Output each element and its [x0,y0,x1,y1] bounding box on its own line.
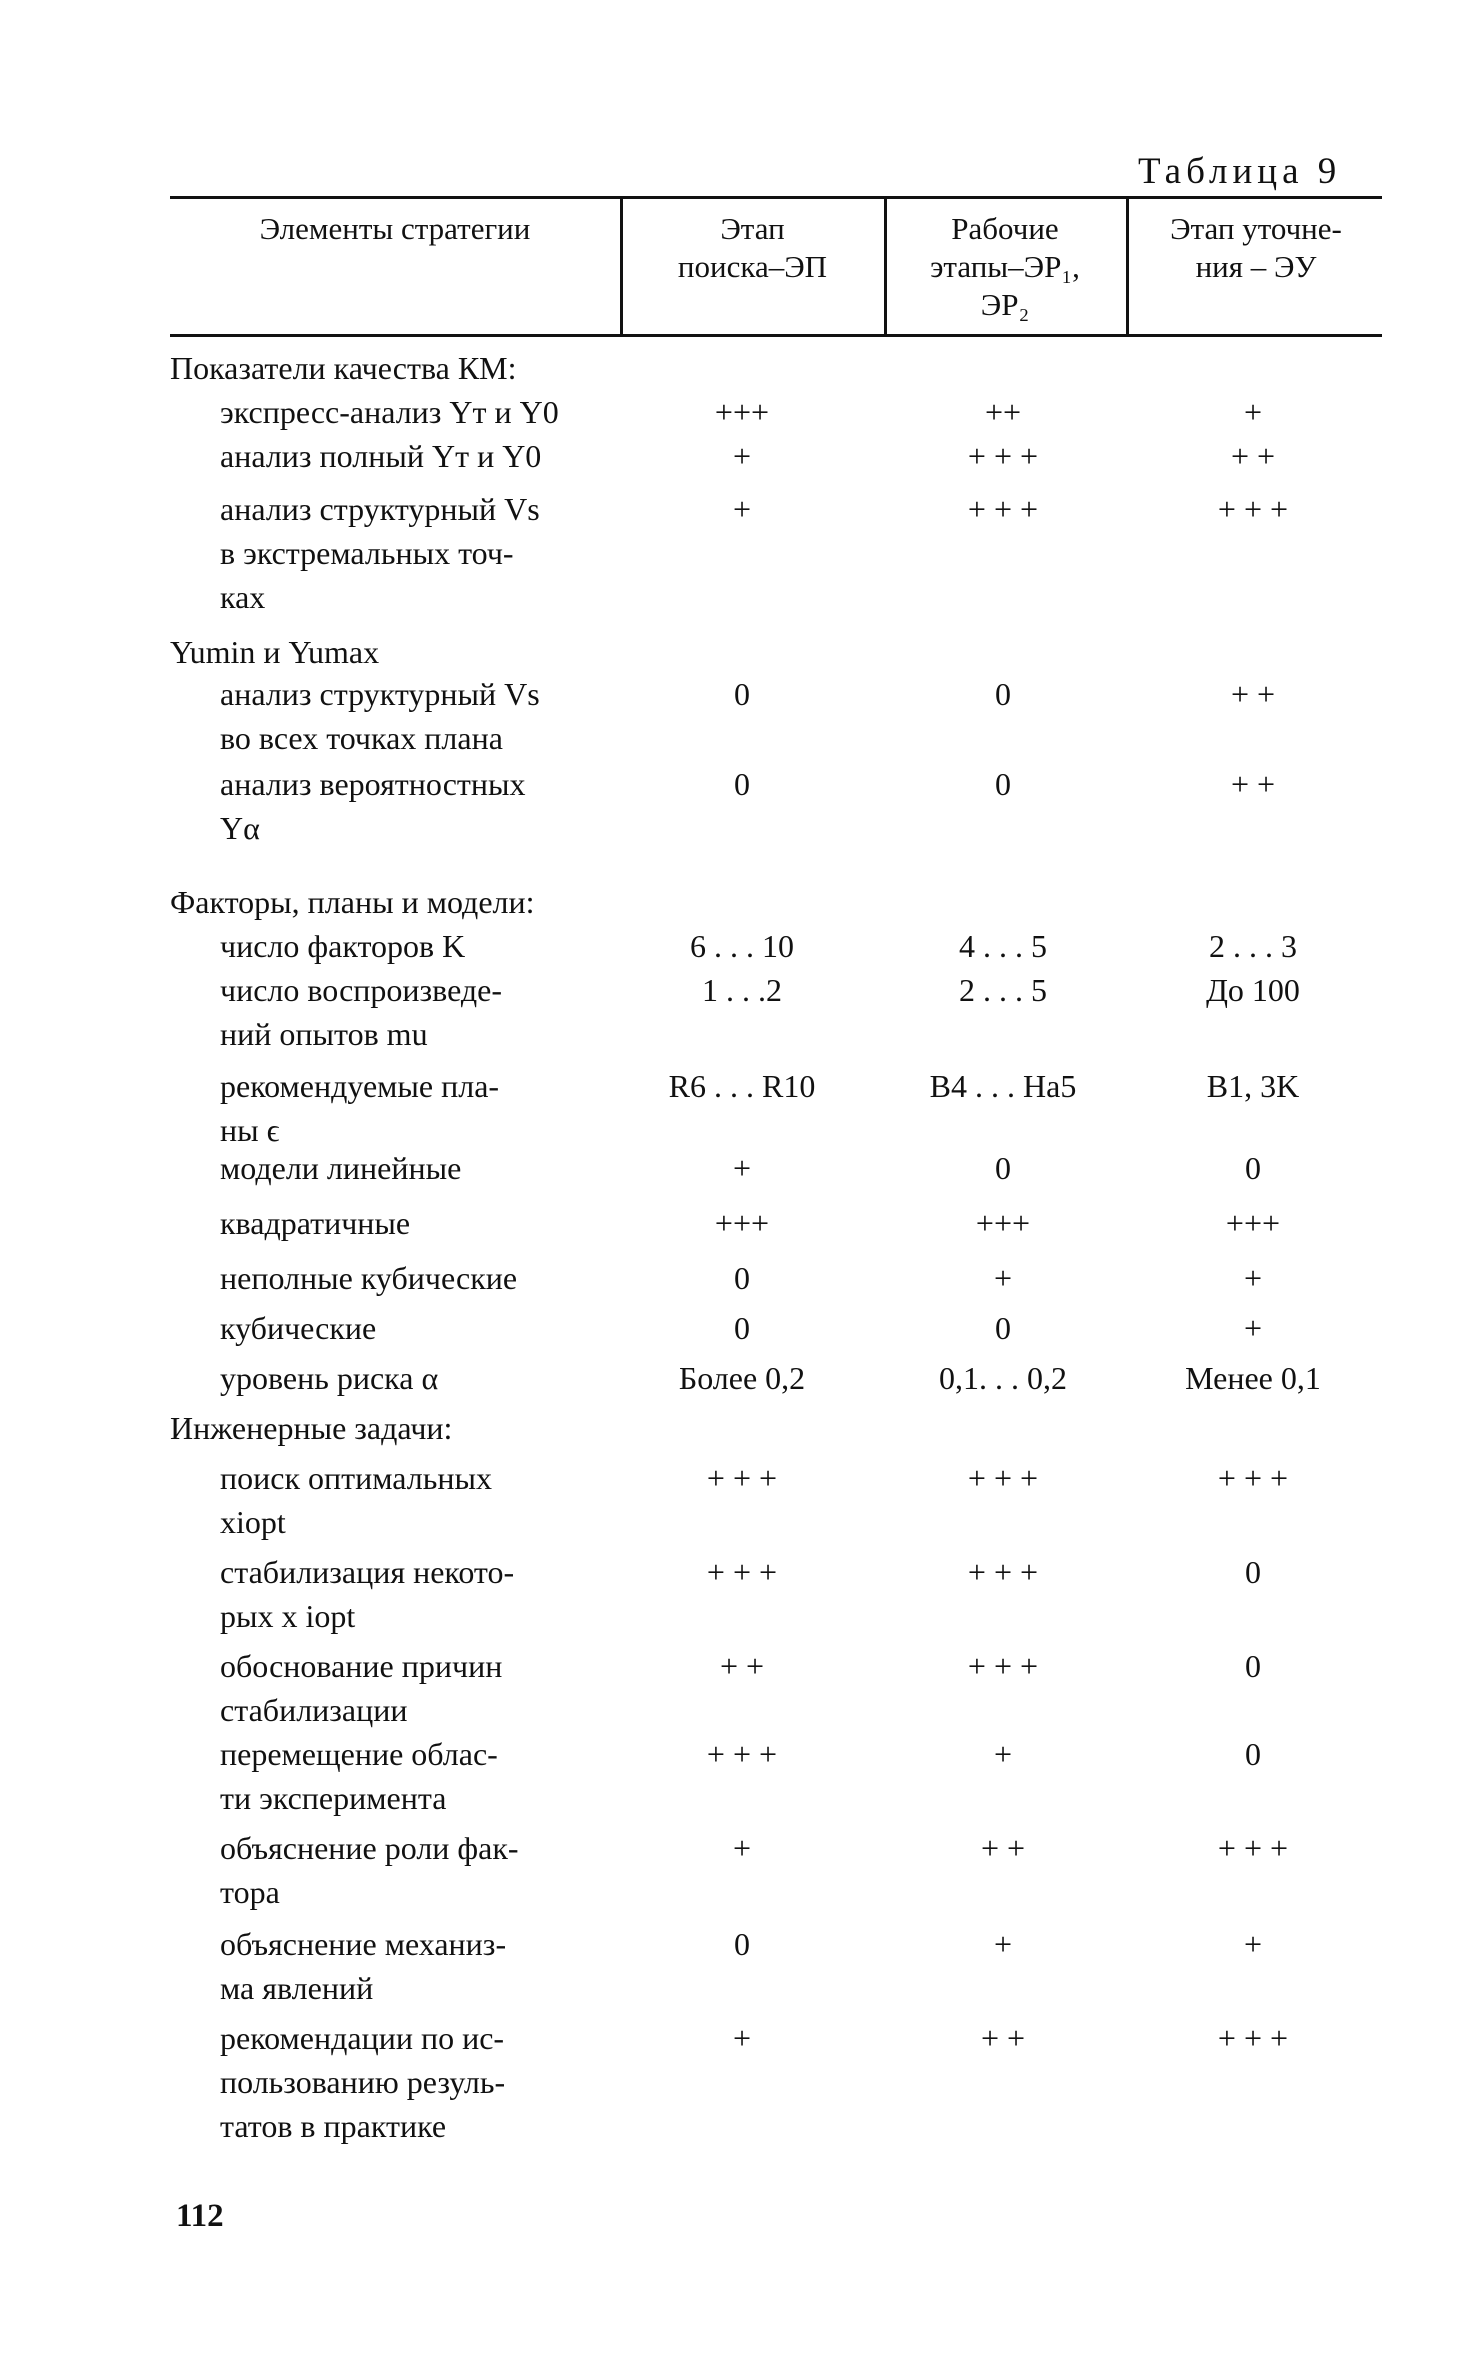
section-heading [170,630,379,674]
row-label-line: число воспроизведе- [220,972,503,1008]
row-label-line: Инженерные задачи: [170,1410,453,1446]
row-label-line: экспресс-анализ Yт и Y0 [220,394,559,430]
refinement-stage-cell: + [1243,1260,1263,1296]
row-label-line: анализ полный Yт и Y0 [220,438,542,474]
row-label [220,1356,438,1400]
row-label-line: стабилизации [220,1692,408,1728]
row-label [220,968,502,1056]
search-stage-cell: +++ [714,394,770,430]
row-label [220,924,465,968]
work-stages-cell: + + + [967,491,1039,527]
row-label [220,1256,517,1300]
row-label-line: Yα [220,810,260,846]
header-search-stage: Этап поиска–ЭП [677,211,828,284]
table-top-rule [170,196,1382,199]
column-divider-1 [620,196,623,336]
work-stages-cell: + + + [967,1554,1039,1590]
row-label-line: кубические [220,1310,377,1346]
row-label [220,1644,502,1732]
search-stage-cell: 0 [734,1260,750,1296]
search-stage-cell: + + [719,1648,765,1684]
column-divider-3 [1126,196,1129,336]
row-label-line: перемещение облас- [220,1736,498,1772]
work-stages-cell: + + + [967,1648,1039,1684]
refinement-stage-cell: + [1243,1310,1263,1346]
row-label-line: число факторов K [220,928,466,964]
work-stages-cell: + [993,1926,1013,1962]
refinement-stage-cell: 0 [1245,1648,1261,1684]
row-label-line: татов в практике [220,2108,447,2144]
refinement-stage-cell: + + [1230,676,1276,712]
table-header-rule [170,334,1382,337]
refinement-stage-cell: B1, 3K [1206,1068,1300,1104]
row-label-line: Факторы, планы и модели: [170,884,535,920]
work-stages-cell: 0 [995,766,1011,802]
row-label-line: уровень риска α [220,1360,439,1396]
row-label [220,762,526,850]
row-label-line: обоснование причин [220,1648,503,1684]
row-label-line: поиск оптимальных [220,1460,492,1496]
row-label-line: объяснение механиз- [220,1926,507,1962]
header-work-stages: Рабочие этапы–ЭР₁, ЭР₂ [930,211,1080,322]
work-stages-cell: + + [980,1830,1026,1866]
row-label-line: xiopt [220,1504,286,1540]
row-label [220,1064,499,1152]
row-label [220,390,559,434]
refinement-stage-cell: + + + [1217,2020,1289,2056]
search-stage-cell: Более 0,2 [678,1360,806,1396]
row-label-line: стабилизация некото- [220,1554,515,1590]
search-stage-cell: 6 . . . 10 [690,928,794,964]
work-stages-cell: 4 . . . 5 [959,928,1047,964]
row-label-line: рых x iopt [220,1598,356,1634]
search-stage-cell: + [732,1150,752,1186]
row-label-line: в экстремальных точ- [220,535,514,571]
work-stages-cell: + + [980,2020,1026,2056]
search-stage-cell: + + + [706,1460,778,1496]
search-stage-cell: +++ [714,1205,770,1241]
search-stage-cell: + [732,1830,752,1866]
work-stages-cell: + [993,1736,1013,1772]
work-stages-cell: 2 . . . 5 [959,972,1047,1008]
work-stages-cell: 0 [995,1150,1011,1186]
row-label-line: ны ϵ [220,1112,280,1148]
row-label [220,434,541,478]
refinement-stage-cell: + + [1230,766,1276,802]
row-label [220,1146,461,1190]
refinement-stage-cell: До 100 [1206,972,1300,1008]
row-label [220,1732,498,1820]
page-number: 112 [176,2198,224,2234]
search-stage-cell: 1 . . .2 [702,972,782,1008]
row-label-line: рекомендации по ис- [220,2020,505,2056]
row-label-line: Yumin и Yumax [170,634,380,670]
row-label [220,2016,505,2148]
row-label-line: Показатели качества КМ: [170,350,517,386]
row-label-line: ках [220,579,266,615]
refinement-stage-cell: 2 . . . 3 [1209,928,1297,964]
search-stage-cell: + + + [706,1554,778,1590]
work-stages-cell: + + + [967,438,1039,474]
column-divider-2 [884,196,887,336]
row-label-line: неполные кубические [220,1260,518,1296]
search-stage-cell: R6 . . . R10 [668,1068,816,1104]
section-heading [170,346,517,390]
search-stage-cell: 0 [734,766,750,802]
refinement-stage-cell: Менее 0,1 [1185,1360,1321,1396]
section-heading [170,880,535,924]
row-label-line: модели линейные [220,1150,462,1186]
row-label [220,1922,506,2010]
refinement-stage-cell: + + + [1217,1460,1289,1496]
search-stage-cell: + [732,438,752,474]
section-heading [170,1406,452,1450]
row-label [220,1201,410,1245]
row-label [220,1456,492,1544]
row-label [220,672,540,760]
work-stages-cell: B4 . . . Ha5 [929,1068,1077,1104]
refinement-stage-cell: + [1243,394,1263,430]
work-stages-cell: +++ [975,1205,1031,1241]
row-label-line: квадратичные [220,1205,411,1241]
refinement-stage-cell: + [1243,1926,1263,1962]
search-stage-cell: 0 [734,1310,750,1346]
work-stages-cell: 0 [995,676,1011,712]
row-label-line: анализ структурный Vs [220,676,540,712]
refinement-stage-cell: + + + [1217,1830,1289,1866]
row-label-line: ма явлений [220,1970,374,2006]
row-label-line: анализ вероятностных [220,766,526,802]
work-stages-cell: 0 [995,1310,1011,1346]
row-label [220,1306,376,1350]
row-label-line: объяснение роли фак- [220,1830,519,1866]
row-label [220,1550,514,1638]
row-label-line: ти эксперимента [220,1780,447,1816]
header-elements-of-strategy: Элементы стратегии [259,211,531,246]
row-label-line: рекомендуемые пла- [220,1068,500,1104]
row-label [220,487,540,619]
search-stage-cell: + [732,2020,752,2056]
work-stages-cell: + + + [967,1460,1039,1496]
refinement-stage-cell: +++ [1225,1205,1281,1241]
work-stages-cell: + [993,1260,1013,1296]
refinement-stage-cell: 0 [1245,1554,1261,1590]
work-stages-cell: 0,1. . . 0,2 [939,1360,1067,1396]
search-stage-cell: 0 [734,1926,750,1962]
row-label-line: тора [220,1874,280,1910]
work-stages-cell: ++ [984,394,1022,430]
table-caption: Таблица 9 [1138,151,1342,192]
row-label-line: анализ структурный Vs [220,491,540,527]
row-label-line: пользованию резуль- [220,2064,506,2100]
search-stage-cell: 0 [734,676,750,712]
refinement-stage-cell: 0 [1245,1150,1261,1186]
header-refinement-stage: Этап уточне- ния – ЭУ [1170,211,1342,284]
row-label-line: во всех точках плана [220,720,503,756]
row-label-line: ний опытов mu [220,1016,428,1052]
refinement-stage-cell: + + [1230,438,1276,474]
refinement-stage-cell: + + + [1217,491,1289,527]
refinement-stage-cell: 0 [1245,1736,1261,1772]
row-label [220,1826,519,1914]
search-stage-cell: + + + [706,1736,778,1772]
search-stage-cell: + [732,491,752,527]
